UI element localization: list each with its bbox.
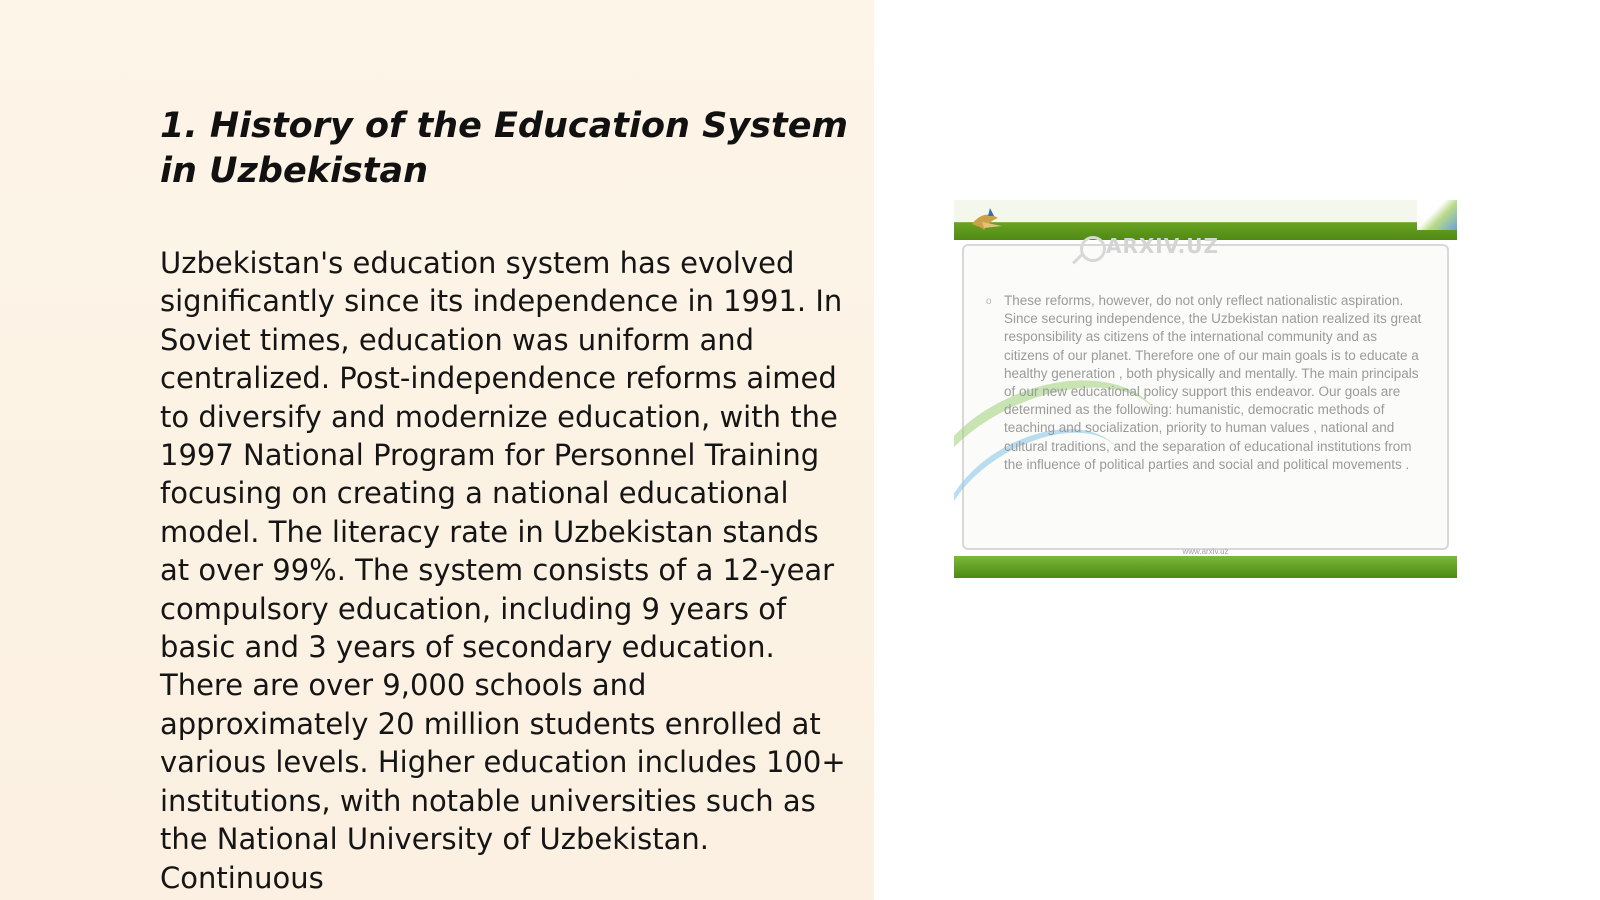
slide-body-text: Uzbekistan's education system has evolved significantly since its independence in 1991. In Soviet times, education was uniform and centralized. Post-independence reforms aimed to diversify and modernize education, with the 1997 National Program for Personnel Training focusing on creating a national educational model. The literacy rate in Uzbekistan stands at over 99%. The system consists of a 12-year compulsory education, including 9 years of basic and 3 years of secondary education. There are over 9,000 schools and approximately 20 million students enrolled at various levels. Higher education includes 100+ institutions, with notable universities such as the National University of Uzbekistan. Continuous: [160, 246, 846, 895]
image-corner-decoration: [1417, 200, 1457, 230]
search-icon: [1080, 236, 1106, 262]
image-watermark: ARXIV.UZ: [1106, 234, 1219, 258]
embedded-slide-image: [954, 200, 1457, 578]
slide-title: 1. History of the Education System in Uzbekistan: [160, 106, 848, 191]
bird-icon: [968, 204, 1008, 238]
image-footer-url: www.arxiv.uz: [1182, 547, 1229, 556]
image-paragraph: These reforms, however, do not only reflect nationalistic aspiration. Since securing independence, the Uzbekistan nation realized its great responsibility as citizens of the international community and as citizens of our planet. Therefore one of our main goals is to educate a healthy generation , both physically and mentally. The main principals of our new educational policy support this endeavor. Our goals are determined as the following: humanistic, democratic methods of teaching and socialization, priority to human values , national and cultural traditions, and the separation of educational institutions from the influence of political parties and social and political movements .: [1004, 293, 1422, 472]
image-bullet: o: [986, 296, 992, 307]
image-bottom-banner: [954, 556, 1457, 578]
